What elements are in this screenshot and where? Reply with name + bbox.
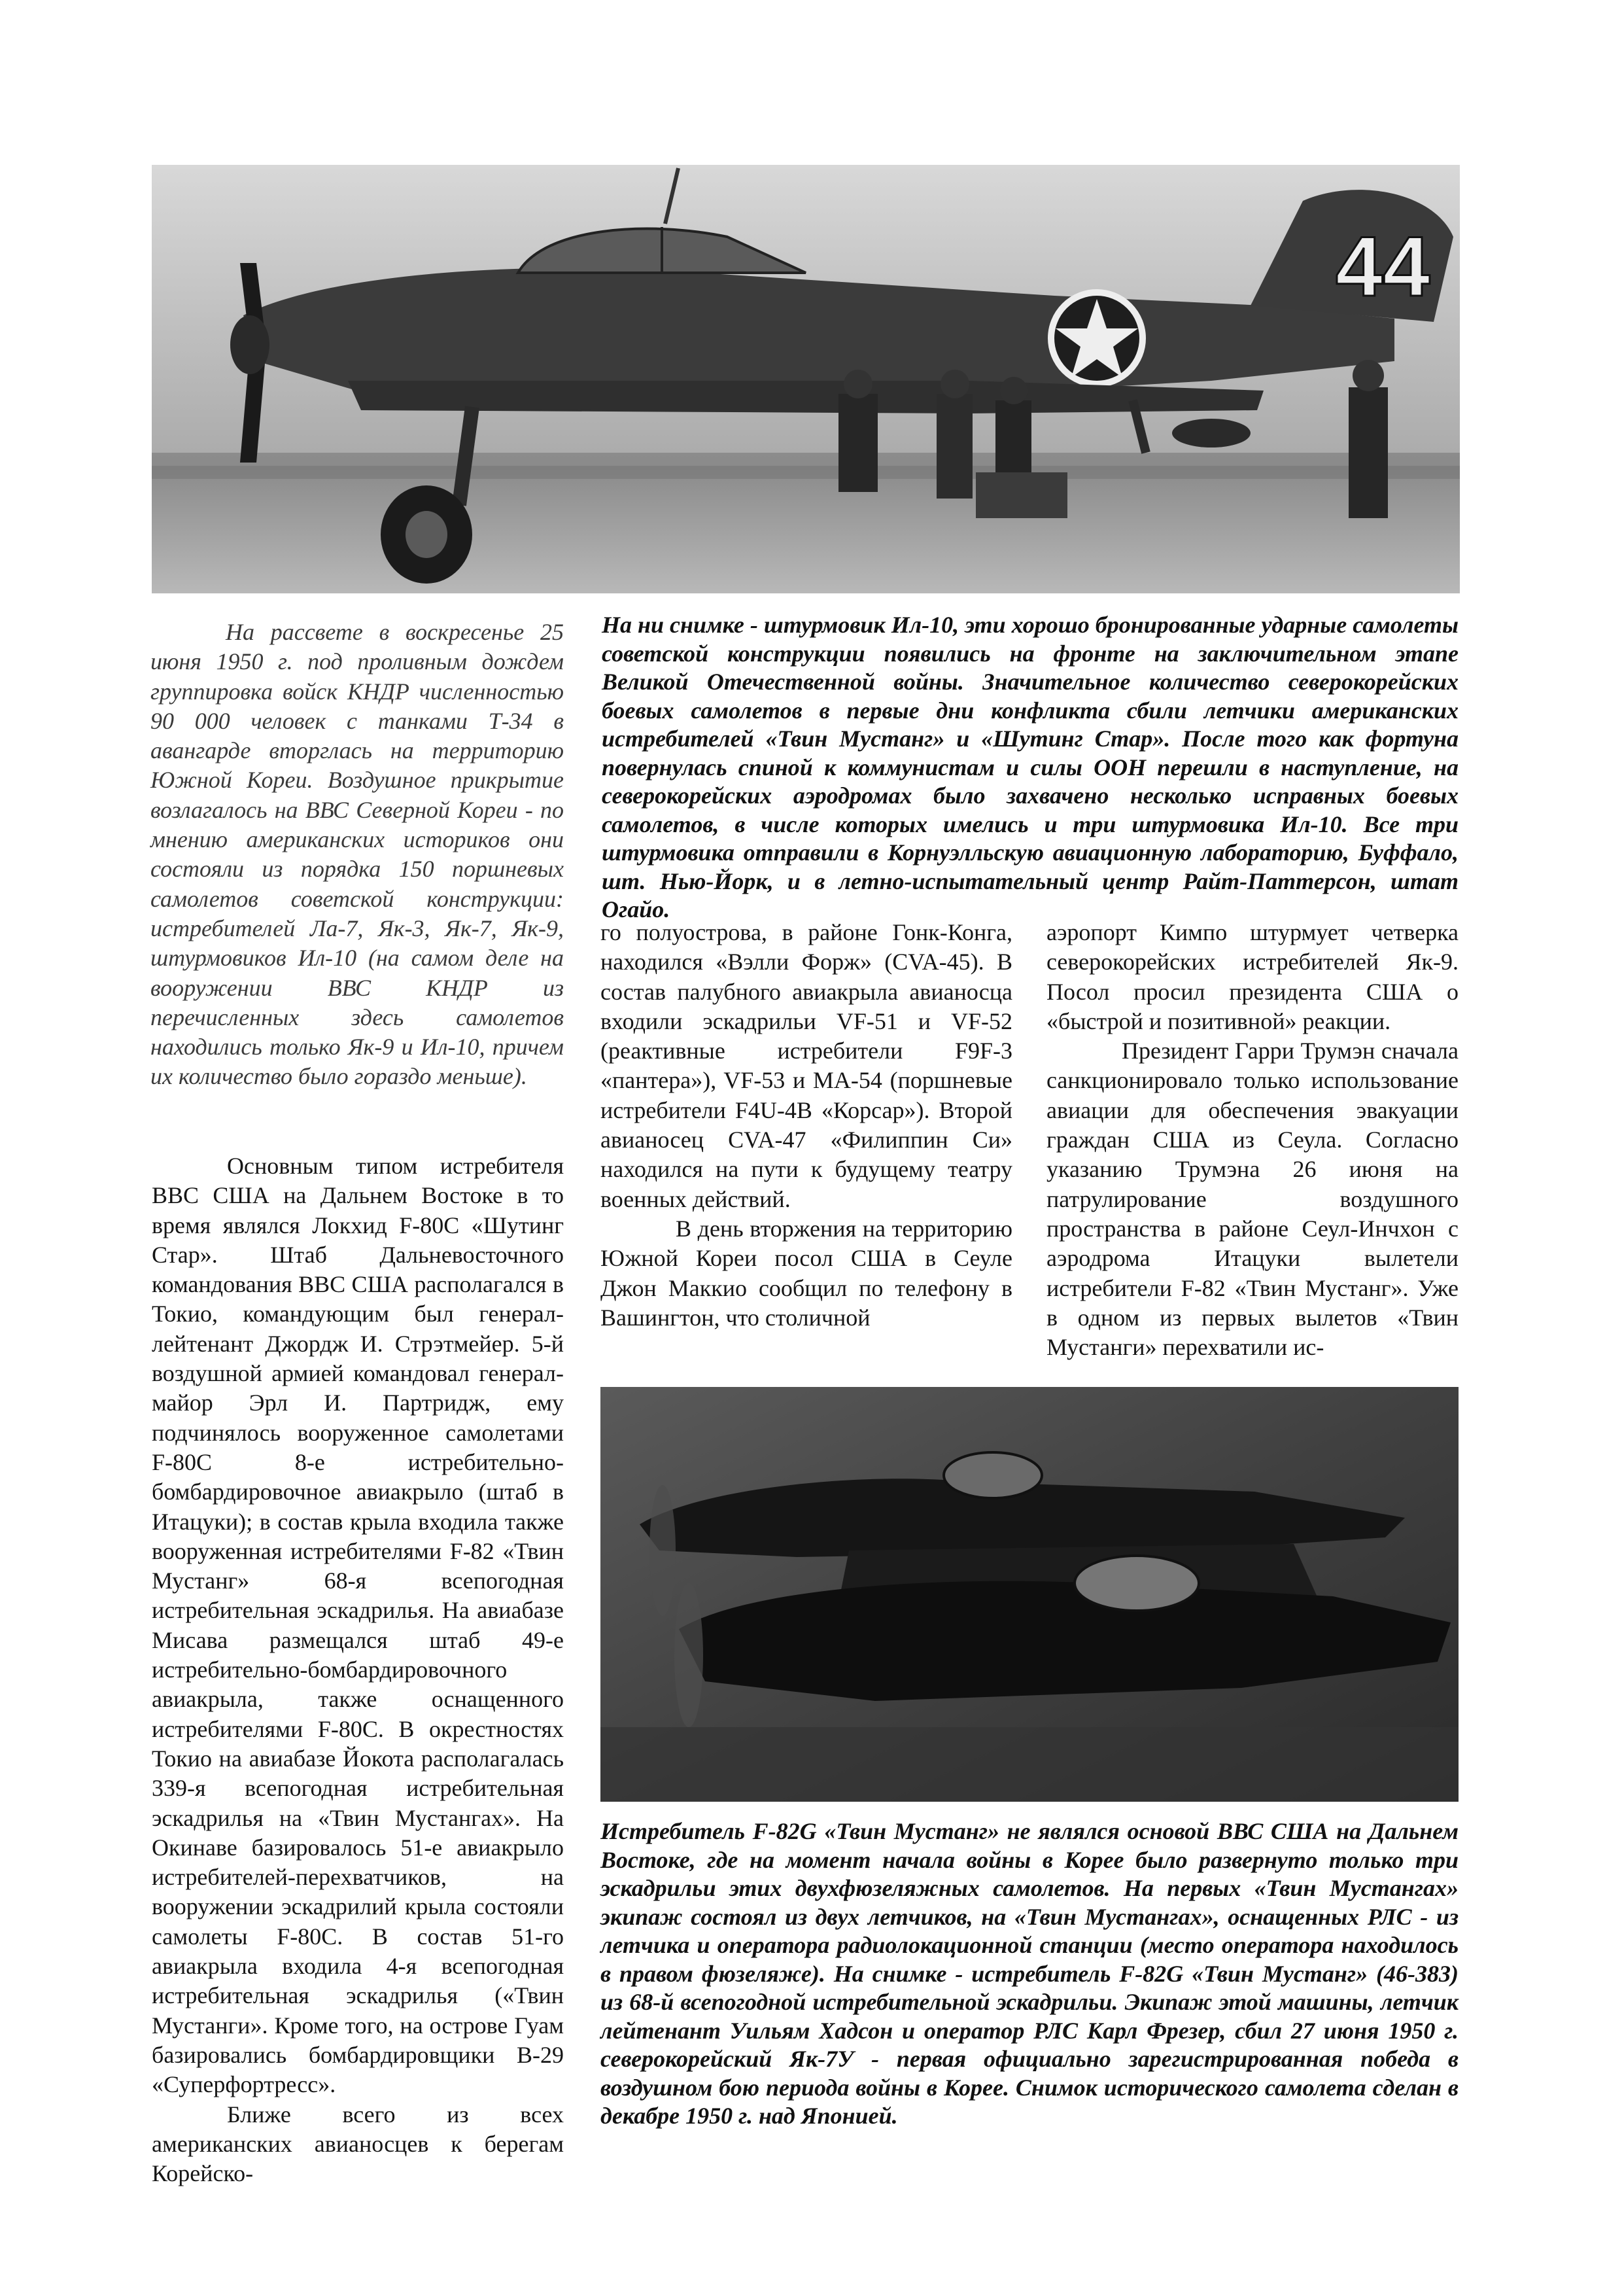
- body-col3-para-2: Президент Гарри Трумэн сначала санкционировало только использование авиации для обеспечения эвакуации граждан США из Сеула. Согласно указанию Трумэна 26 июня на патрулирование воздушного пространства в районе Сеул-Инчхон с аэродрома Итацуки вылетели истребители F-82 «Твин Мустанг». Уже в одном из первых вылетов «Твин Мустанги» перехватили ис-: [1046, 1038, 1459, 1361]
- body-column-1: [152, 1151, 564, 2188]
- il10-illustration: [152, 165, 1460, 593]
- body-column-2: [600, 918, 1012, 1333]
- body-col1-para-1: Основным типом истребителя ВВС США на Дальнем Востоке в то время являлся Локхид F-80C «Шутинг Стар». Штаб Дальневосточного командования ВВС США располагался в Токио, командующим был генерал-лейтенант Джордж И. Стрэтмейер. 5-й воздушной армией командовал генерал-майор Эрл И. Партридж, ему подчинялось вооруженное самолетами F-80C 8-е истребительно-бомбардировочное авиакрыло (штаб в Итацуки); в состав крыла входила также вооруженная истребителями F-82 «Твин Мустанг» 68-я всепогодная истребительная эскадрилья. На авиабазе Мисава размещался штаб 49-е истребительно-бомбардировочного авиакрыла, также оснащенного истребителями F-80C. В окрестностях Токио на авиабазе Йокота располагалась 339-я всепогодная истребительная эскадрилья на «Твин Мустангах». На Окинаве базировалось 51-е авиакрыло истребителей-перехватчиков, на вооружении эскадрилий крыла состояли самолеты F-80C. В состав 51-го авиакрыла входила 4-я всепогодная истребительная эскадрилья («Твин Мустанги». Кроме того, на острове Гуам базировались бомбардировщики В-29 «Суперфортресс».: [152, 1153, 564, 2098]
- top-photo-caption-text: На ни снимке - штурмовик Ил-10, эти хорошо бронированные ударные самолеты советской конструкции появились на фронте на заключительном этапе Великой Отечественной войны. Значительное количество северокорейских боевых самолетов в первые дни конфликта сбили летчики американских истребителей «Твин Мустанг» и «Шутинг Стар». После того как фортуна повернулась спиной к коммунистам и силы ООН перешли в наступление, на северокорейских аэродромах было захвачено несколько исправных боевых самолетов, в числе которых имелись и три штурмовика Ил-10. Все три штурмовика отправили в Корнуэлльскую авиационную лабораторию, Буффало, шт. Нью-Йорк, и в летно-испытательный центр Райт-Паттерсон, штат Огайо.: [602, 612, 1459, 922]
- bottom-photo-caption-text: Истребитель F-82G «Твин Мустанг» не являлся основой ВВС США на Дальнем Востоке, где на момент начала войны в Корее было развернуто только три эскадрильи этих двухфюзеляжных самолетов. На первых «Твин Мустангах» экипаж состоял из двух летчиков, на «Твин Мустангах», оснащенных РЛС - из летчика и оператора радиолокационной станции (место оператора находилось в правом фюзеляже). На снимке - истребитель F-82G «Твин Мустанг» (46-383) из 68-й всепогодной истребительной эскадрильи. Экипаж этой машины, летчик лейтенант Уильям Хадсон и оператор РЛС Карл Фрезер, сбил 27 июня 1950 г. северокорейский Як-7У - первая официально зарегистрированная победа в воздушном бою периода войны в Корее. Снимок исторического самолета сделан в декабре 1950 г. над Японией.: [600, 1818, 1459, 2129]
- body-col2-para-1: го полуострова, в районе Гонк-Конга, находился «Вэлли Форж» (CVA-45). В состав палубного авиакрыла авианосца входили эскадрильи VF-51 и VF-52 (реактивные истребители F9F-3 «пантера»), VF-53 и MA-54 (поршневые истребители F4U-4B «Корсар»). Второй авианосец CVA-47 «Филиппин Си» находился на пути к будущему театру военных действий.: [600, 919, 1012, 1212]
- body-col3-para-1: аэропорт Кимпо штурмует четверка северокорейских истребителей Як-9. Посол просил президента США о «быстрой и позитивной» реакции.: [1046, 919, 1459, 1034]
- intro-caption: [150, 618, 564, 1092]
- body-column-3: [1046, 918, 1459, 1362]
- il10-photo: [152, 165, 1460, 593]
- f82g-photo: [600, 1387, 1459, 1802]
- tail-number: 44: [1336, 219, 1430, 314]
- body-col1-para-2: Ближе всего из всех американских авианосцев к берегам Корейско-: [152, 2101, 564, 2187]
- bottom-photo-caption: [600, 1817, 1459, 2131]
- top-photo-caption: [602, 611, 1459, 924]
- f82g-illustration: [600, 1387, 1459, 1802]
- intro-caption-text: На рассвете в воскресенье 25 июня 1950 г. под проливным дождем группировка войск КНДР численностью 90 000 человек с танками Т-34 в авангарде вторглась на территорию Южной Кореи. Воздушное прикрытие возлагалось на ВВС Северной Кореи - по мнению американских историков они состояли из порядка 150 поршневых самолетов советской конструкции: истребителей Ла-7, Як-3, Як-7, Як-9, штурмовиков Ил-10 (на самом деле на вооружении ВВС КНДР из перечисленных здесь самолетов находились только Як-9 и Ил-10, причем их количество было гораздо меньше).: [150, 619, 564, 1090]
- body-col2-para-2: В день вторжения на территорию Южной Кореи посол США в Сеуле Джон Маккио сообщил по телефону в Вашингтон, что столичной: [600, 1215, 1012, 1331]
